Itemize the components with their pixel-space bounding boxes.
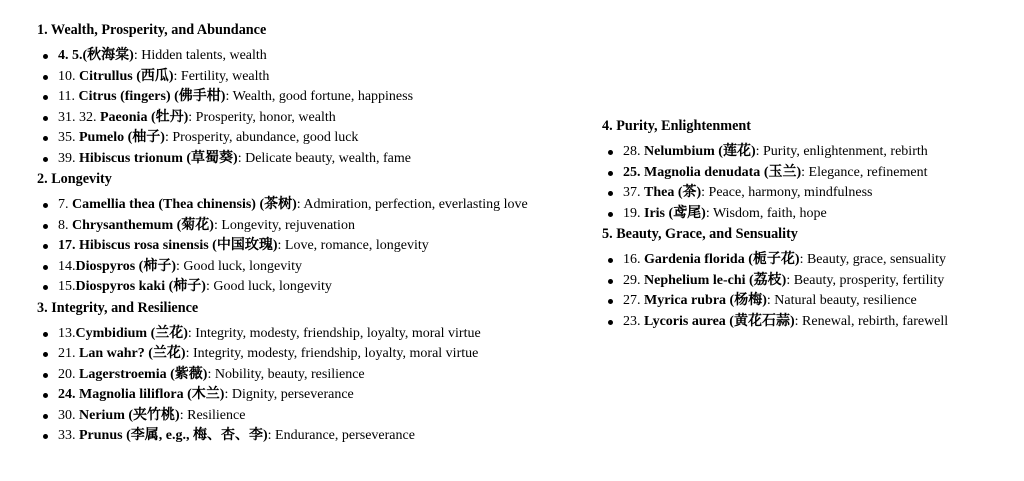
list-item	[623, 312, 1022, 333]
plant-meaning: : Elegance, refinement	[801, 164, 928, 180]
list-item	[58, 406, 597, 427]
plant-chinese-name: (佛手柑)	[170, 89, 226, 104]
plant-latin-name: Iris	[644, 205, 665, 221]
plant-name	[79, 408, 180, 423]
plant-meaning: : Dignity, perseverance	[224, 387, 354, 402]
list-item	[58, 365, 597, 386]
plant-latin-name: Nerium	[79, 407, 125, 423]
plant-chinese-name: (玉兰)	[760, 164, 802, 180]
plant-name	[76, 279, 206, 294]
plant-name	[79, 151, 238, 166]
list-item	[58, 426, 597, 447]
plant-meaning: : Natural beauty, resilience	[766, 293, 917, 308]
plant-latin-name: Citrullus	[79, 68, 133, 84]
list-item	[58, 67, 597, 88]
item-number: 39.	[58, 150, 79, 166]
list-item	[623, 204, 1022, 225]
plant-chinese-name: (荔枝)	[745, 272, 787, 288]
plant-name	[644, 206, 706, 221]
plant-meaning: : Good luck, longevity	[175, 258, 302, 274]
list-item	[58, 149, 597, 170]
plant-name	[79, 69, 174, 84]
list-item	[58, 277, 597, 298]
plant-name	[79, 346, 186, 361]
category-section	[37, 20, 597, 169]
plant-list	[602, 142, 1022, 224]
plant-name	[623, 165, 801, 180]
item-number: 28.	[623, 144, 644, 159]
category-section	[37, 298, 597, 447]
plant-meaning: : Endurance, perseverance	[267, 428, 415, 443]
plant-meaning: : Prosperity, honor, wealth	[188, 109, 336, 125]
plant-name	[644, 185, 701, 200]
plant-meaning: : Peace, harmony, mindfulness	[701, 185, 873, 200]
plant-latin-name: Nephelium le-chi	[644, 272, 746, 288]
plant-meaning: : Purity, enlightenment, rebirth	[755, 144, 928, 159]
plant-meaning: : Resilience	[179, 407, 246, 423]
plant-meaning: : Delicate beauty, wealth, fame	[237, 150, 411, 166]
plant-latin-name: Lycoris aurea	[644, 313, 726, 329]
plant-latin-name: Hibiscus trionum	[79, 150, 183, 166]
plant-chinese-name: (柚子)	[124, 130, 165, 145]
item-number: 29.	[623, 272, 644, 288]
plant-name	[644, 273, 786, 288]
plant-chinese-name: (莲花)	[714, 144, 756, 159]
item-number: 30.	[58, 407, 79, 423]
item-number: 8.	[58, 217, 72, 233]
list-item	[623, 250, 1022, 271]
category-heading: 3. Integrity, and Resilience	[37, 299, 199, 316]
item-number: 7.	[58, 197, 72, 212]
list-item	[58, 46, 597, 67]
list-item	[58, 236, 597, 257]
plant-meaning: : Prosperity, abundance, good luck	[164, 130, 359, 145]
plant-chinese-name: (茶)	[674, 185, 702, 200]
plant-name	[79, 428, 268, 443]
plant-meaning: : Beauty, grace, sensuality	[799, 252, 946, 267]
plant-latin-name: 25. Magnolia denudata	[623, 164, 761, 180]
plant-chinese-name: (木兰)	[183, 387, 225, 402]
right-column	[602, 116, 1022, 332]
plant-meaning: : Love, romance, longevity	[277, 238, 429, 253]
item-number: 31. 32.	[58, 109, 100, 125]
plant-chinese-name: (鸢尾)	[665, 205, 706, 221]
plant-chinese-name: (菊花)	[173, 217, 214, 233]
plant-name	[644, 293, 767, 308]
list-item	[623, 183, 1022, 204]
item-number: 23.	[623, 313, 644, 329]
plant-chinese-name: (茶树)	[255, 197, 297, 212]
plant-latin-name: Cymbidium	[75, 325, 148, 341]
plant-latin-name: 17. Hibiscus rosa sinensis	[58, 238, 209, 253]
category-section	[602, 116, 1022, 224]
plant-name	[76, 259, 176, 274]
plant-latin-name: Paeonia	[100, 109, 148, 125]
plant-latin-name: Lagerstroemia	[79, 366, 167, 382]
category-section	[602, 224, 1022, 332]
plant-latin-name: Pumelo	[79, 130, 125, 145]
plant-latin-name: Myrica rubra	[644, 293, 727, 308]
plant-chinese-name: (中国玫瑰)	[208, 238, 278, 253]
item-number: 27.	[623, 293, 644, 308]
plant-name	[58, 238, 278, 253]
list-item	[58, 344, 597, 365]
list-item	[58, 108, 597, 129]
plant-meaning: : Integrity, modesty, friendship, loyalty, moral virtue	[185, 346, 479, 361]
list-item	[623, 163, 1022, 184]
list-item	[58, 216, 597, 237]
plant-latin-name: Nelumbium	[644, 144, 715, 159]
plant-name	[644, 144, 756, 159]
plant-name	[100, 110, 188, 125]
list-item	[623, 271, 1022, 292]
plant-name	[58, 48, 134, 63]
plant-meaning: : Fertility, wealth	[173, 68, 270, 84]
list-item	[623, 142, 1022, 163]
list-item	[58, 87, 597, 108]
plant-meaning: : Good luck, longevity	[205, 279, 332, 294]
plant-chinese-name: (兰花)	[144, 346, 186, 361]
plant-meaning: : Integrity, modesty, friendship, loyalty, moral virtue	[187, 325, 481, 341]
plant-list	[37, 46, 597, 169]
plant-latin-name: Thea	[644, 185, 675, 200]
plant-latin-name: Gardenia florida	[644, 252, 745, 267]
plant-latin-name: Lan wahr?	[79, 346, 145, 361]
plant-meaning: : Hidden talents, wealth	[133, 48, 267, 63]
plant-list	[602, 250, 1022, 332]
item-number: 20.	[58, 366, 79, 382]
plant-name	[644, 314, 795, 329]
plant-chinese-name: (柿子)	[165, 279, 206, 294]
item-number: 35.	[58, 130, 79, 145]
plant-name	[79, 367, 207, 382]
plant-latin-name: Chrysanthemum	[72, 217, 174, 233]
plant-chinese-name: (兰花)	[147, 325, 188, 341]
plant-name	[72, 218, 214, 233]
item-number: 21.	[58, 346, 79, 361]
left-column	[37, 20, 597, 447]
plant-chinese-name: (牡丹)	[147, 109, 189, 125]
plant-list	[37, 324, 597, 447]
plant-list	[37, 195, 597, 298]
plant-meaning: : Beauty, prosperity, fertility	[786, 272, 945, 288]
plant-latin-name: 4. 5.(秋海棠)	[58, 48, 134, 63]
list-item	[58, 324, 597, 345]
item-number: 11.	[58, 89, 79, 104]
plant-meaning: : Wisdom, faith, hope	[705, 205, 827, 221]
plant-meaning: : Admiration, perfection, everlasting love	[296, 197, 528, 212]
plant-name	[72, 197, 297, 212]
plant-meaning: : Longevity, rejuvenation	[213, 217, 355, 233]
list-item	[623, 291, 1022, 312]
plant-chinese-name: (紫薇)	[166, 366, 208, 382]
plant-latin-name: Diospyros kaki	[75, 279, 166, 294]
item-number: 16.	[623, 252, 644, 267]
category-heading: 5. Beauty, Grace, and Sensuality	[602, 226, 798, 242]
category-heading: 4. Purity, Enlightenment	[602, 118, 751, 134]
list-item	[58, 195, 597, 216]
plant-chinese-name: (栀子花)	[744, 252, 800, 267]
plant-name	[79, 130, 165, 145]
plant-latin-name: Prunus (李属, e.g., 梅、杏、李)	[79, 428, 268, 443]
plant-meaning: : Nobility, beauty, resilience	[207, 366, 365, 382]
plant-name	[644, 252, 800, 267]
plant-name	[58, 387, 224, 402]
plant-name	[76, 326, 188, 341]
plant-chinese-name: (柿子)	[135, 258, 176, 274]
plant-chinese-name: (西瓜)	[132, 68, 174, 84]
plant-chinese-name: (黄花石蒜)	[725, 313, 795, 329]
plant-meaning: : Wealth, good fortune, happiness	[225, 89, 414, 104]
list-item	[58, 128, 597, 149]
plant-chinese-name: (夹竹桃)	[124, 407, 180, 423]
plant-latin-name: 24. Magnolia liliflora	[58, 387, 184, 402]
item-number: 14.	[58, 258, 76, 274]
plant-latin-name: Citrus (fingers)	[78, 89, 171, 104]
plant-name	[78, 89, 225, 104]
plant-meaning: : Renewal, rebirth, farewell	[794, 313, 949, 329]
category-section	[37, 169, 597, 298]
category-heading: 2. Longevity	[37, 171, 112, 187]
plant-chinese-name: (杨梅)	[726, 293, 767, 308]
list-item	[58, 385, 597, 406]
plant-chinese-name: (草蜀葵)	[182, 150, 238, 166]
plant-latin-name: Camellia thea (Thea chinensis)	[72, 197, 256, 212]
item-number: 37.	[623, 185, 644, 200]
plant-latin-name: Diospyros	[75, 258, 136, 274]
list-item	[58, 257, 597, 278]
item-number: 19.	[623, 205, 644, 221]
category-heading: 1. Wealth, Prosperity, and Abundance	[37, 22, 267, 38]
item-number: 13.	[58, 325, 76, 341]
item-number: 33.	[58, 428, 79, 443]
item-number: 15.	[58, 279, 76, 294]
item-number: 10.	[58, 68, 79, 84]
